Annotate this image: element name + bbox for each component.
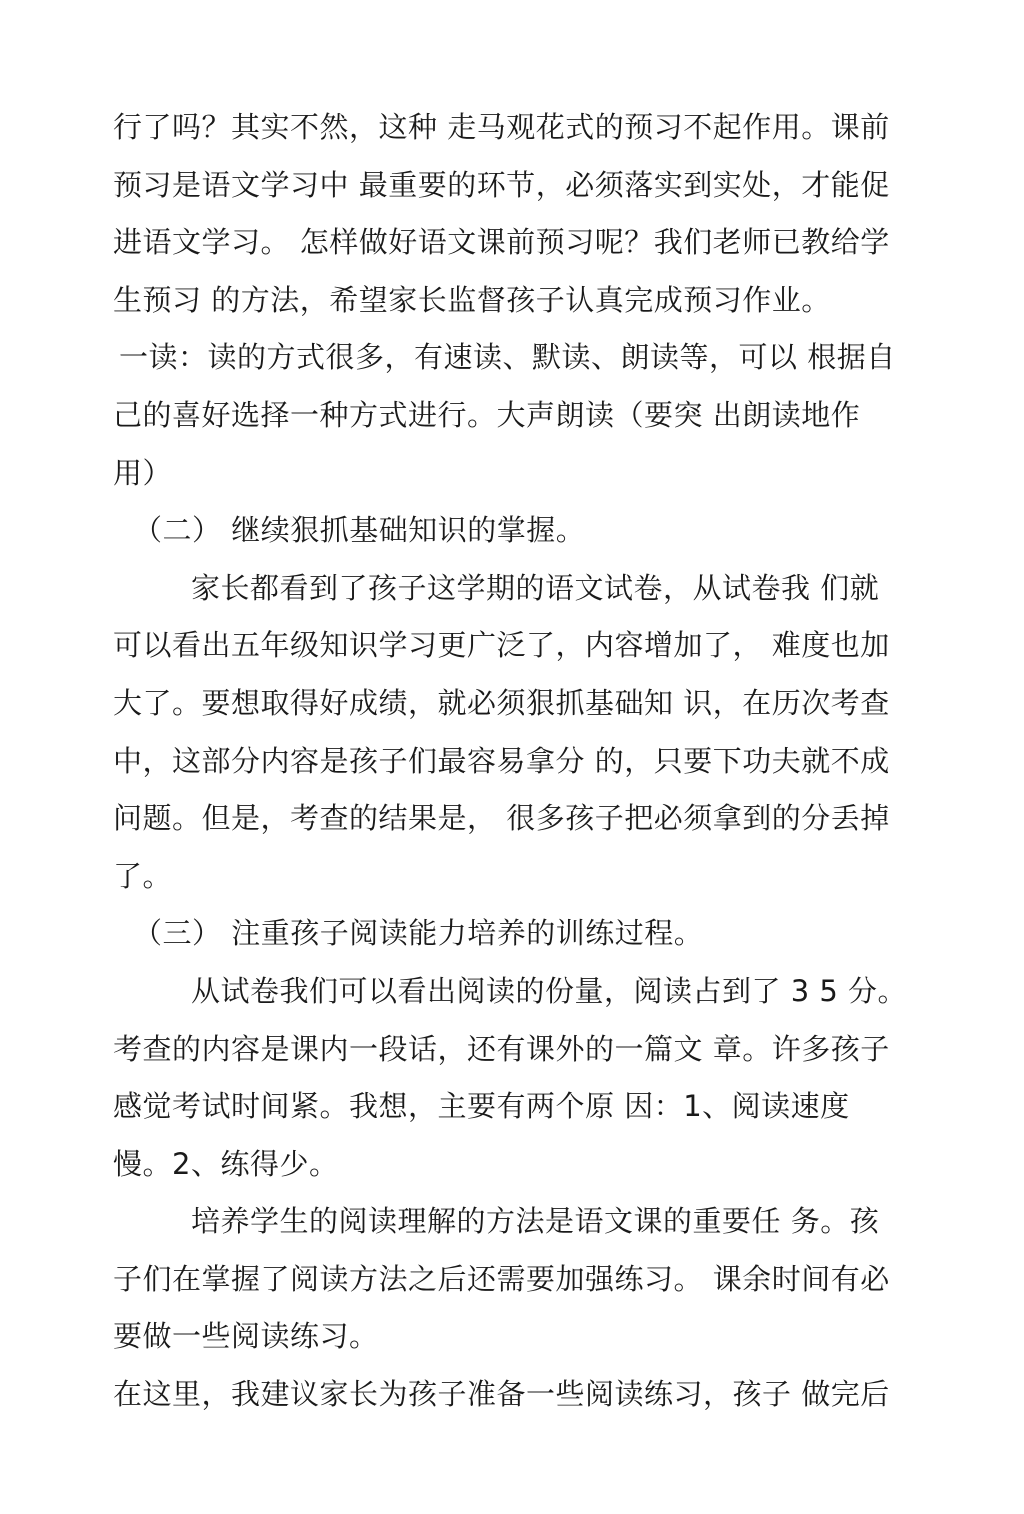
text-line: 感觉考试时间紧。我想，主要有两个原 因：1、阅读速度: [113, 1089, 850, 1124]
text-line: 可以看出五年级知识学习更广泛了，内容增加了， 难度也加: [113, 628, 890, 663]
text-line: 从试卷我们可以看出阅读的份量，阅读占到了 3 5 分。: [191, 973, 908, 1008]
text-line: 要做一些阅读练习。: [113, 1319, 379, 1354]
text-line: 考查的内容是课内一段话，还有课外的一篇文 章。许多孩子: [113, 1031, 890, 1066]
text-line: 预习是语文学习中 最重要的环节，必须落实到实处，才能促: [113, 167, 890, 202]
text-line: 培养学生的阅读理解的方法是语文课的重要任 务。孩: [191, 1204, 880, 1239]
text-line: 了。: [113, 858, 173, 893]
text-line: （二） 继续狠抓基础知识的掌握。: [133, 513, 586, 548]
text-line: 慢。2、练得少。: [113, 1146, 339, 1181]
document-body: [113, 99, 913, 1424]
text-line: 问题。但是，考查的结果是， 很多孩子把必须拿到的分丢掉: [113, 801, 890, 836]
text-line: 一读：读的方式很多，有速读、默读、朗读等，可以 根据自: [119, 340, 896, 375]
text-line: 在这里，我建议家长为孩子准备一些阅读练习，孩子 做完后: [113, 1377, 890, 1412]
text-line: 进语文学习。 怎样做好语文课前预习呢？我们老师已教给学: [113, 225, 890, 260]
text-line: 中，这部分内容是孩子们最容易拿分 的，只要下功夫就不成: [113, 743, 890, 778]
text-line: 用）: [113, 455, 173, 490]
text-line: （三） 注重孩子阅读能力培养的训练过程。: [133, 916, 704, 951]
text-line: 己的喜好选择一种方式进行。大声朗读（要突 出朗读地作: [113, 397, 861, 432]
text-line: 家长都看到了孩子这学期的语文试卷，从试卷我 们就: [191, 570, 880, 605]
text-line: 子们在掌握了阅读方法之后还需要加强练习。 课余时间有必: [113, 1261, 890, 1296]
text-line: 生预习 的方法，希望家长监督孩子认真完成预习作业。: [113, 282, 831, 317]
text-line: 行了吗？其实不然，这种 走马观花式的预习不起作用。课前: [113, 110, 890, 144]
text-line: 大了。要想取得好成绩，就必须狠抓基础知 识，在历次考查: [113, 685, 890, 720]
